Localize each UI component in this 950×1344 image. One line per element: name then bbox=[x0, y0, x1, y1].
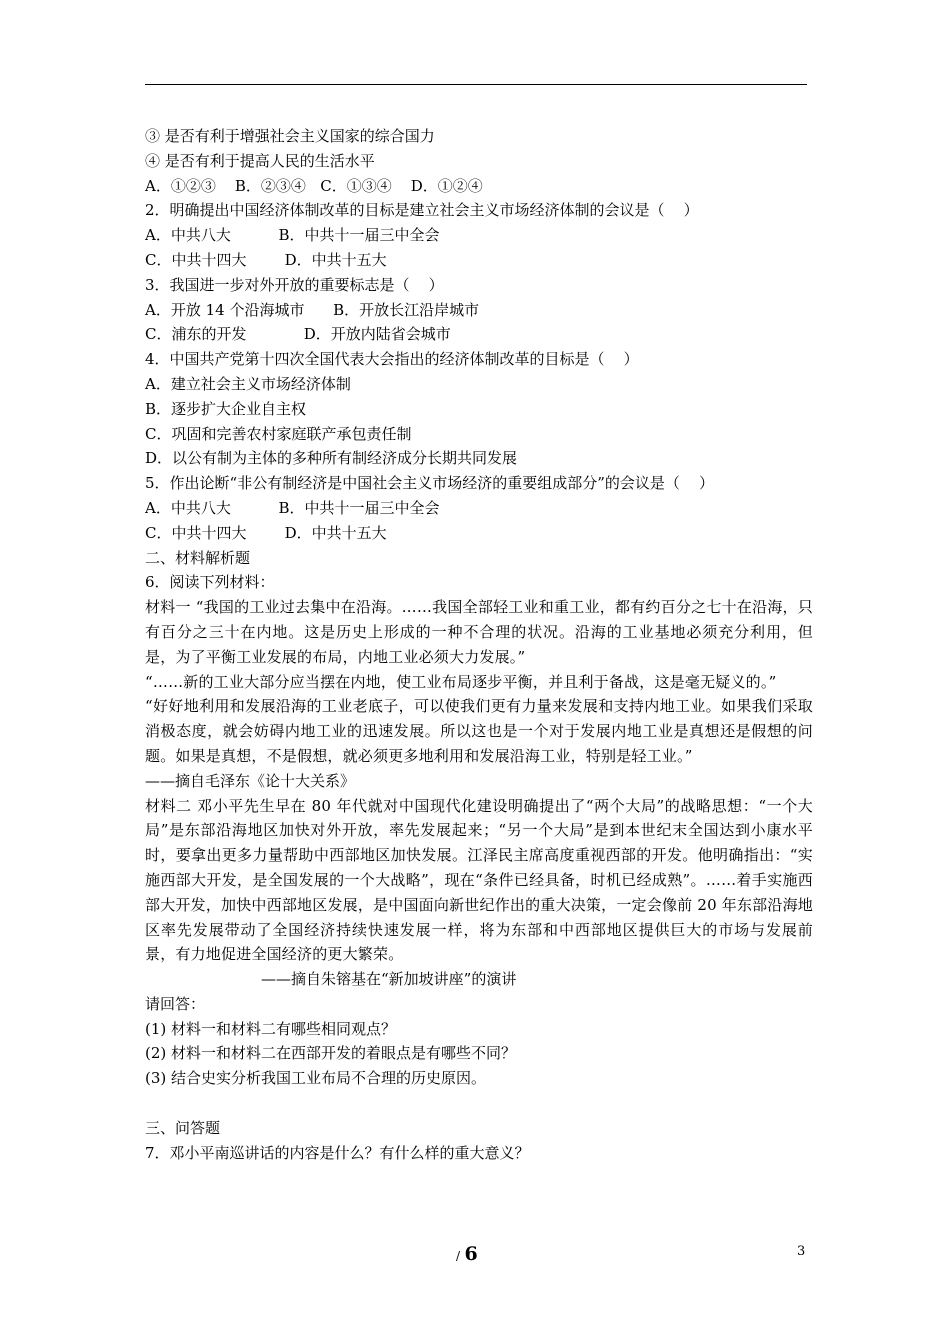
text-line: ③ 是否有利于增强社会主义国家的综合国力 bbox=[145, 127, 435, 145]
header-rule bbox=[145, 84, 807, 85]
section-heading: 三、问答题 bbox=[145, 1118, 221, 1137]
section-heading: 二、材料解析题 bbox=[145, 548, 251, 567]
document-body bbox=[145, 124, 813, 1165]
total-pages: 6 bbox=[464, 1243, 478, 1265]
sub-question: (3) 结合史实分析我国工业布局不合理的历史原因。 bbox=[145, 1069, 487, 1088]
material-2-source: ——摘自朱镕基在“新加坡讲座”的演讲 bbox=[261, 970, 517, 989]
text-line: ④ 是否有利于提高人民的生活水平 bbox=[145, 151, 375, 170]
answer-option-d: D．以公有制为主体的多种所有制经济成分长期共同发展 bbox=[145, 449, 518, 468]
page-separator: / bbox=[456, 1249, 461, 1263]
material-1-paragraph: “好好地利用和发展沿海的工业老底子，可以使我们更有力量来发展和支持内地工业。如果我们采取消极态度，就会妨碍内地工业的迅速发展。所以这也是一个对于发展内地工业是真想还是假想的问题。如果是真想，不是假想，就必须更多地利用和发展沿海工业，特别是轻工业。” bbox=[145, 697, 813, 765]
question-5: 5．作出论断“非公有制经济是中国社会主义市场经济的重要组成部分”的会议是（ ） bbox=[145, 474, 714, 493]
answer-options: A．开放 14 个沿海城市 B．开放长江沿岸城市 bbox=[145, 300, 480, 319]
page-number: 3 bbox=[797, 1244, 806, 1259]
question-6: 6．阅读下列材料： bbox=[145, 573, 275, 592]
material-1-source: ——摘自毛泽东《论十大关系》 bbox=[145, 771, 356, 790]
answer-option-b: B．逐步扩大企业自主权 bbox=[145, 399, 307, 418]
question-prompt: 请回答： bbox=[145, 994, 206, 1013]
material-1-paragraph: 材料一 “我国的工业过去集中在沿海。……我国全部轻工业和重工业，都有约百分之七十在沿海，只有百分之三十在内地。这是历史上形成的一种不合理的状况。沿海的工业基地必须充分利用，但是，为了平衡工业发展的布局，内地工业必须大力发展。” bbox=[145, 598, 813, 666]
material-1-paragraph: “……新的工业大部分应当摆在内地，使工业布局逐步平衡，并且利于备战，这是毫无疑义的。” bbox=[145, 672, 777, 691]
answer-options: A．①②③ B．②③④ C．①③④ D．①②④ bbox=[145, 176, 483, 195]
question-7: 7．邓小平南巡讲话的内容是什么？有什么样的重大意义？ bbox=[145, 1143, 530, 1162]
material-2-paragraph: 材料二 邓小平先生早在 80 年代就对中国现代化建设明确提出了“两个大局”的战略思想：“一个大局”是东部沿海地区加快对外开放，率先发展起来；“另一个大局”是到本世纪末全国达到小康水平时，要拿出更多力量帮助中西部地区加快发展。江泽民主席高度重视西部的开发。他明确指出：“实施西部大开发，是全国发展的一个大战略”，现在“条件已经具备，时机已经成熟”。……着手实施西部大开发，加快中西部地区发展，是中国面向新世纪作出的重大决策，一定会像前 20 年东部沿海地区率先发展带动了全国经济持续快速发展一样，将为东部和中西部地区提供巨大的市场与发展前景，有力地促进全国经济的更大繁荣。 bbox=[145, 796, 813, 964]
question-4: 4．中国共产党第十四次全国代表大会指出的经济体制改革的目标是（ ） bbox=[145, 350, 639, 369]
answer-options: A．中共八大 B．中共十一届三中全会 bbox=[145, 226, 440, 245]
answer-options: C．中共十四大 D．中共十五大 bbox=[145, 250, 387, 269]
sub-question: (2) 材料一和材料二在西部开发的着眼点是有哪些不同？ bbox=[145, 1044, 517, 1063]
answer-option-c: C．巩固和完善农村家庭联产承包责任制 bbox=[145, 424, 412, 443]
answer-options: C．浦东的开发 D．开放内陆省会城市 bbox=[145, 325, 451, 344]
question-3: 3．我国进一步对外开放的重要标志是（ ） bbox=[145, 275, 444, 294]
page-total-indicator bbox=[456, 1243, 478, 1265]
spacer bbox=[145, 1091, 813, 1116]
answer-option-a: A．建立社会主义市场经济体制 bbox=[145, 374, 351, 393]
sub-question: (1) 材料一和材料二有哪些相同观点？ bbox=[145, 1019, 397, 1038]
question-2: 2．明确提出中国经济体制改革的目标是建立社会主义市场经济体制的会议是（ ） bbox=[145, 201, 699, 220]
answer-options: A．中共八大 B．中共十一届三中全会 bbox=[145, 498, 440, 517]
answer-options: C．中共十四大 D．中共十五大 bbox=[145, 523, 387, 542]
